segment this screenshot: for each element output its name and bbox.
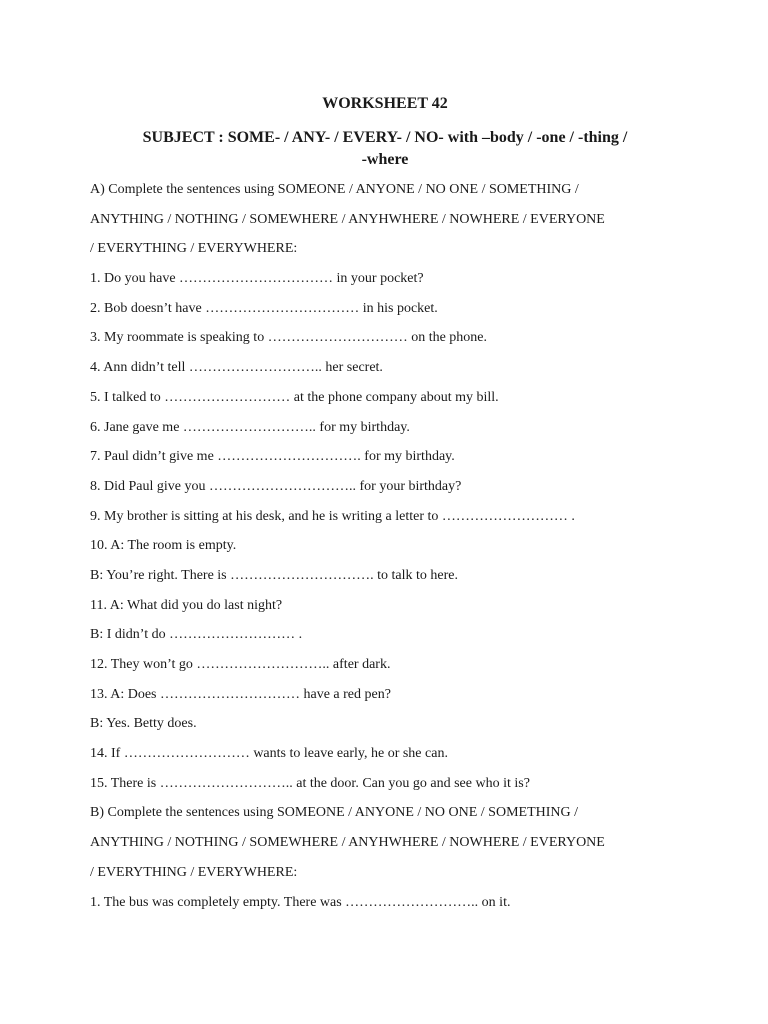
exercise-b-item-1: 1. The bus was completely empty. There was ……………………….. on it. xyxy=(90,894,511,910)
instruction-a-line-3: / EVERYTHING / EVERYWHERE: xyxy=(90,241,298,257)
instruction-a-line-1: A) Complete the sentences using SOMEONE / ANYONE / NO ONE / SOMETHING / xyxy=(90,182,579,197)
worksheet-page xyxy=(90,0,680,1024)
exercise-a-item-10-b: B: You’re right. There is …………………………. to talk to here. xyxy=(90,567,458,583)
exercise-a-item-6: 6. Jane gave me ……………………….. for my birthday. xyxy=(90,419,410,435)
worksheet-title: WORKSHEET 42 xyxy=(322,95,448,112)
exercise-a-item-2: 2. Bob doesn’t have …………………………… in his pocket. xyxy=(90,300,438,316)
exercise-a-item-13-b: B: Yes. Betty does. xyxy=(90,716,197,732)
exercise-a-item-10-a: 10. A: The room is empty. xyxy=(90,538,237,554)
exercise-body xyxy=(90,179,690,921)
exercise-a-item-9: 9. My brother is sitting at his desk, and he is writing a letter to ……………………… . xyxy=(90,508,575,524)
subject-line-1: SUBJECT : SOME- / ANY- / EVERY- / NO- with –body / -one / -thing / xyxy=(142,129,628,146)
exercise-a-item-7: 7. Paul didn’t give me …………………………. for my birthday. xyxy=(90,449,455,465)
exercise-a-item-8: 8. Did Paul give you ………………………….. for your birthday? xyxy=(90,478,462,494)
exercise-a-item-3: 3. My roommate is speaking to ………………………… on the phone. xyxy=(90,330,488,346)
exercise-a-item-11-b: B: I didn’t do ……………………… . xyxy=(90,627,303,643)
worksheet-subject xyxy=(90,127,680,171)
exercise-a-item-4: 4. Ann didn’t tell ……………………….. her secret. xyxy=(90,360,383,376)
instruction-a-line-2: ANYTHING / NOTHING / SOMEWHERE / ANYHWHERE / NOWHERE / EVERYONE xyxy=(90,211,605,227)
instruction-b-line-3: / EVERYTHING / EVERYWHERE: xyxy=(90,864,298,880)
subject-line-2: -where xyxy=(361,151,409,168)
exercise-a-item-11-a: 11. A: What did you do last night? xyxy=(90,597,283,613)
instruction-b-line-2: ANYTHING / NOTHING / SOMEWHERE / ANYHWHERE / NOWHERE / EVERYONE xyxy=(90,835,605,851)
exercise-a-item-5: 5. I talked to ……………………… at the phone company about my bill. xyxy=(90,389,499,405)
exercise-a-item-12: 12. They won’t go ……………………….. after dark. xyxy=(90,657,391,672)
exercise-a-item-1: 1. Do you have …………………………… in your pocket? xyxy=(90,271,424,287)
exercise-a-item-15: 15. There is ……………………….. at the door. Can you go and see who it is? xyxy=(90,775,530,791)
instruction-b-line-1: B) Complete the sentences using SOMEONE / ANYONE / NO ONE / SOMETHING / xyxy=(90,805,579,821)
exercise-a-item-14: 14. If ……………………… wants to leave early, he or she can. xyxy=(90,746,448,762)
exercise-a-item-13-a: 13. A: Does ………………………… have a red pen? xyxy=(90,686,391,702)
